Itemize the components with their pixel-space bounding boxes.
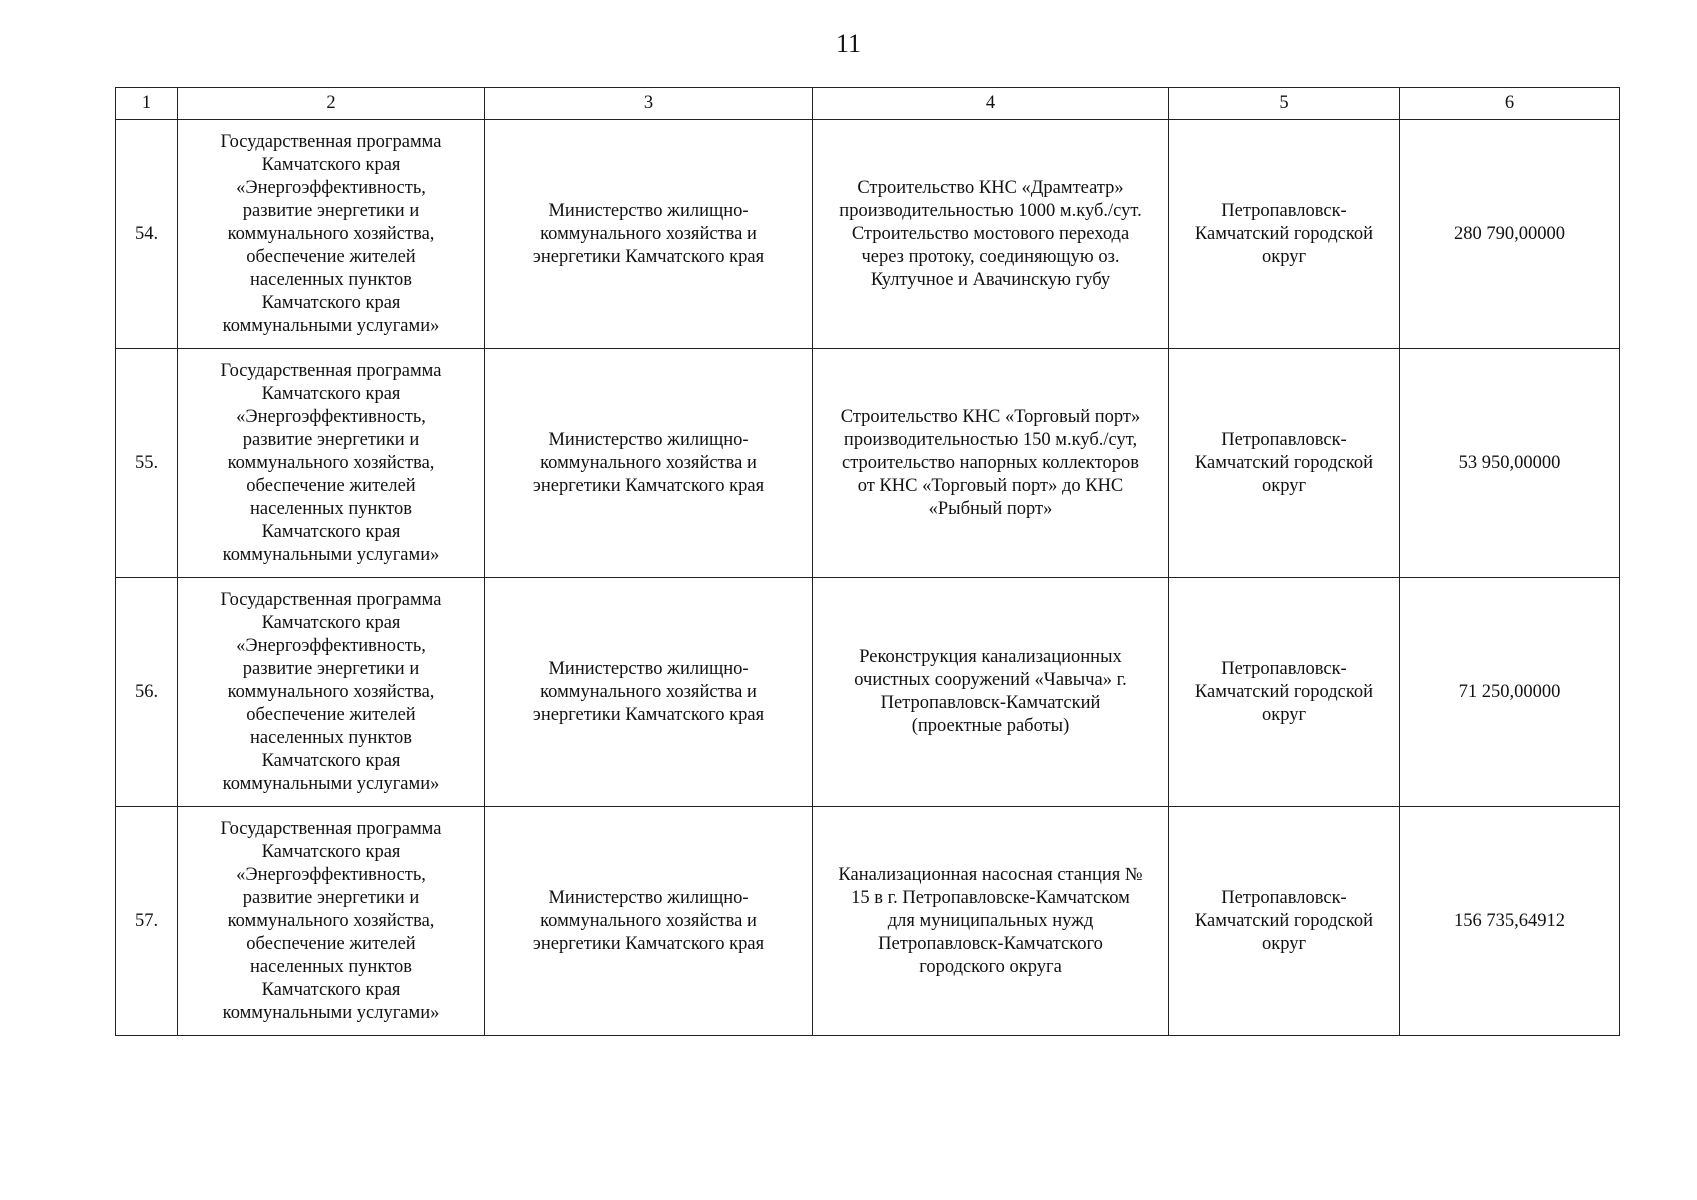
row-number-cell: 56. xyxy=(116,578,178,807)
program-line: обеспечение жителей xyxy=(246,933,416,954)
object-line: «Рыбный порт» xyxy=(928,498,1053,519)
projects-table xyxy=(115,87,1620,1036)
program-line: обеспечение жителей xyxy=(246,704,416,725)
municipality-cell xyxy=(1169,807,1400,1036)
ministry-line: коммунального хозяйства и xyxy=(540,910,757,931)
program-line: населенных пунктов xyxy=(250,956,412,977)
program-line: развитие энергетики и xyxy=(242,887,420,908)
table-row xyxy=(116,120,1620,349)
program-line: «Энергоэффективность, xyxy=(236,177,426,198)
object-line: производительностью 1000 м.куб./сут. xyxy=(839,200,1142,221)
object-line: от КНС «Торговый порт» до КНС xyxy=(857,475,1124,496)
program-line: коммунальными услугами» xyxy=(222,773,440,794)
column-header-3: 3 xyxy=(485,88,813,120)
municipality-line: Петропавловск- xyxy=(1221,429,1347,450)
ministry-line: коммунального хозяйства и xyxy=(540,223,757,244)
page-number: 11 xyxy=(835,29,862,58)
ministry-cell xyxy=(485,807,813,1036)
program-line: коммунального хозяйства, xyxy=(227,910,435,931)
ministry-line: энергетики Камчатского края xyxy=(532,475,765,496)
ministry-cell xyxy=(485,349,813,578)
object-cell xyxy=(813,578,1169,807)
column-header-5: 5 xyxy=(1169,88,1400,120)
object-line: Култучное и Авачинскую губу xyxy=(870,269,1111,290)
municipality-cell xyxy=(1169,578,1400,807)
program-line: коммунальными услугами» xyxy=(222,1002,440,1023)
amount-cell: 71 250,00000 xyxy=(1400,578,1620,807)
ministry-cell xyxy=(485,120,813,349)
row-number-cell: 55. xyxy=(116,349,178,578)
ministry-line: энергетики Камчатского края xyxy=(532,933,765,954)
program-line: Камчатского края xyxy=(261,612,401,633)
table-header-row xyxy=(116,88,1620,120)
program-line: развитие энергетики и xyxy=(242,429,420,450)
amount-cell: 280 790,00000 xyxy=(1400,120,1620,349)
program-line: коммунального хозяйства, xyxy=(227,223,435,244)
table-row xyxy=(116,578,1620,807)
program-cell xyxy=(178,349,485,578)
municipality-line: Петропавловск- xyxy=(1221,200,1347,221)
municipality-line: Камчатский городской xyxy=(1194,223,1374,244)
object-line: Реконструкция канализационных xyxy=(859,647,1122,667)
table-body xyxy=(116,120,1620,1036)
program-line: Государственная программа xyxy=(220,131,442,152)
ministry-line: Министерство жилищно- xyxy=(548,200,749,221)
municipality-line: округ xyxy=(1261,933,1307,954)
object-line: городского округа xyxy=(919,956,1062,977)
program-line: населенных пунктов xyxy=(250,498,412,519)
object-line: для муниципальных нужд xyxy=(887,910,1094,931)
object-line: очистных сооружений «Чавыча» г. xyxy=(854,670,1127,690)
program-line: коммунальными услугами» xyxy=(222,544,440,565)
amount-cell: 156 735,64912 xyxy=(1400,807,1620,1036)
program-line: «Энергоэффективность, xyxy=(236,864,426,885)
object-line: Строительство КНС «Драмтеатр» xyxy=(857,177,1124,198)
object-line: (проектные работы) xyxy=(911,716,1070,736)
municipality-cell xyxy=(1169,120,1400,349)
municipality-line: Камчатский городской xyxy=(1194,910,1374,931)
object-cell xyxy=(813,120,1169,349)
program-line: Камчатского края xyxy=(261,841,401,862)
municipality-line: округ xyxy=(1261,704,1307,725)
program-cell xyxy=(178,578,485,807)
program-line: Камчатского края xyxy=(261,154,401,175)
program-line: Государственная программа xyxy=(220,360,442,381)
table-row xyxy=(116,349,1620,578)
program-line: обеспечение жителей xyxy=(246,246,416,267)
column-header-4: 4 xyxy=(813,88,1169,120)
object-cell xyxy=(813,807,1169,1036)
program-line: коммунального хозяйства, xyxy=(227,452,435,473)
municipality-line: Петропавловск- xyxy=(1221,887,1347,908)
municipality-line: Петропавловск- xyxy=(1221,658,1347,679)
ministry-line: коммунального хозяйства и xyxy=(540,452,757,473)
municipality-line: Камчатский городской xyxy=(1194,452,1374,473)
object-line: Петропавловск-Камчатский xyxy=(880,693,1101,713)
municipality-cell xyxy=(1169,349,1400,578)
ministry-cell xyxy=(485,578,813,807)
program-line: Государственная программа xyxy=(220,818,442,839)
column-header-2: 2 xyxy=(178,88,485,120)
program-line: коммунального хозяйства, xyxy=(227,681,435,702)
municipality-line: округ xyxy=(1261,475,1307,496)
program-line: развитие энергетики и xyxy=(242,200,420,221)
row-number-cell: 57. xyxy=(116,807,178,1036)
program-line: населенных пунктов xyxy=(250,269,412,290)
program-line: Государственная программа xyxy=(220,589,442,610)
program-cell xyxy=(178,807,485,1036)
program-line: Камчатского края xyxy=(261,383,401,404)
object-line: Строительство КНС «Торговый порт» xyxy=(840,406,1141,427)
object-cell xyxy=(813,349,1169,578)
program-line: Камчатского края xyxy=(261,521,401,542)
table-row xyxy=(116,807,1620,1036)
ministry-line: Министерство жилищно- xyxy=(548,429,749,450)
ministry-line: Министерство жилищно- xyxy=(548,658,749,679)
row-number-cell: 54. xyxy=(116,120,178,349)
program-line: Камчатского края xyxy=(261,979,401,1000)
object-line: Петропавловск-Камчатского xyxy=(878,933,1103,954)
program-line: Камчатского края xyxy=(261,750,401,771)
municipality-line: округ xyxy=(1261,246,1307,267)
program-line: развитие энергетики и xyxy=(242,658,420,679)
amount-cell: 53 950,00000 xyxy=(1400,349,1620,578)
ministry-line: Министерство жилищно- xyxy=(548,887,749,908)
ministry-line: энергетики Камчатского края xyxy=(532,246,765,267)
program-line: «Энергоэффективность, xyxy=(236,406,426,427)
ministry-line: энергетики Камчатского края xyxy=(532,704,765,725)
program-cell xyxy=(178,120,485,349)
ministry-line: коммунального хозяйства и xyxy=(540,681,757,702)
object-line: через протоку, соединяющую оз. xyxy=(861,246,1120,267)
column-header-1: 1 xyxy=(116,88,178,120)
program-line: обеспечение жителей xyxy=(246,475,416,496)
object-line: Канализационная насосная станция № xyxy=(838,864,1143,885)
program-line: Камчатского края xyxy=(261,292,401,313)
object-line: строительство напорных коллекторов xyxy=(842,452,1139,473)
object-line: 15 в г. Петропавловске-Камчатском xyxy=(851,887,1130,908)
program-line: коммунальными услугами» xyxy=(222,315,440,336)
object-line: производительностью 150 м.куб./сут, xyxy=(843,429,1138,450)
municipality-line: Камчатский городской xyxy=(1194,681,1374,702)
program-line: населенных пунктов xyxy=(250,727,412,748)
column-header-6: 6 xyxy=(1400,88,1620,120)
object-line: Строительство мостового перехода xyxy=(851,223,1130,244)
program-line: «Энергоэффективность, xyxy=(236,635,426,656)
